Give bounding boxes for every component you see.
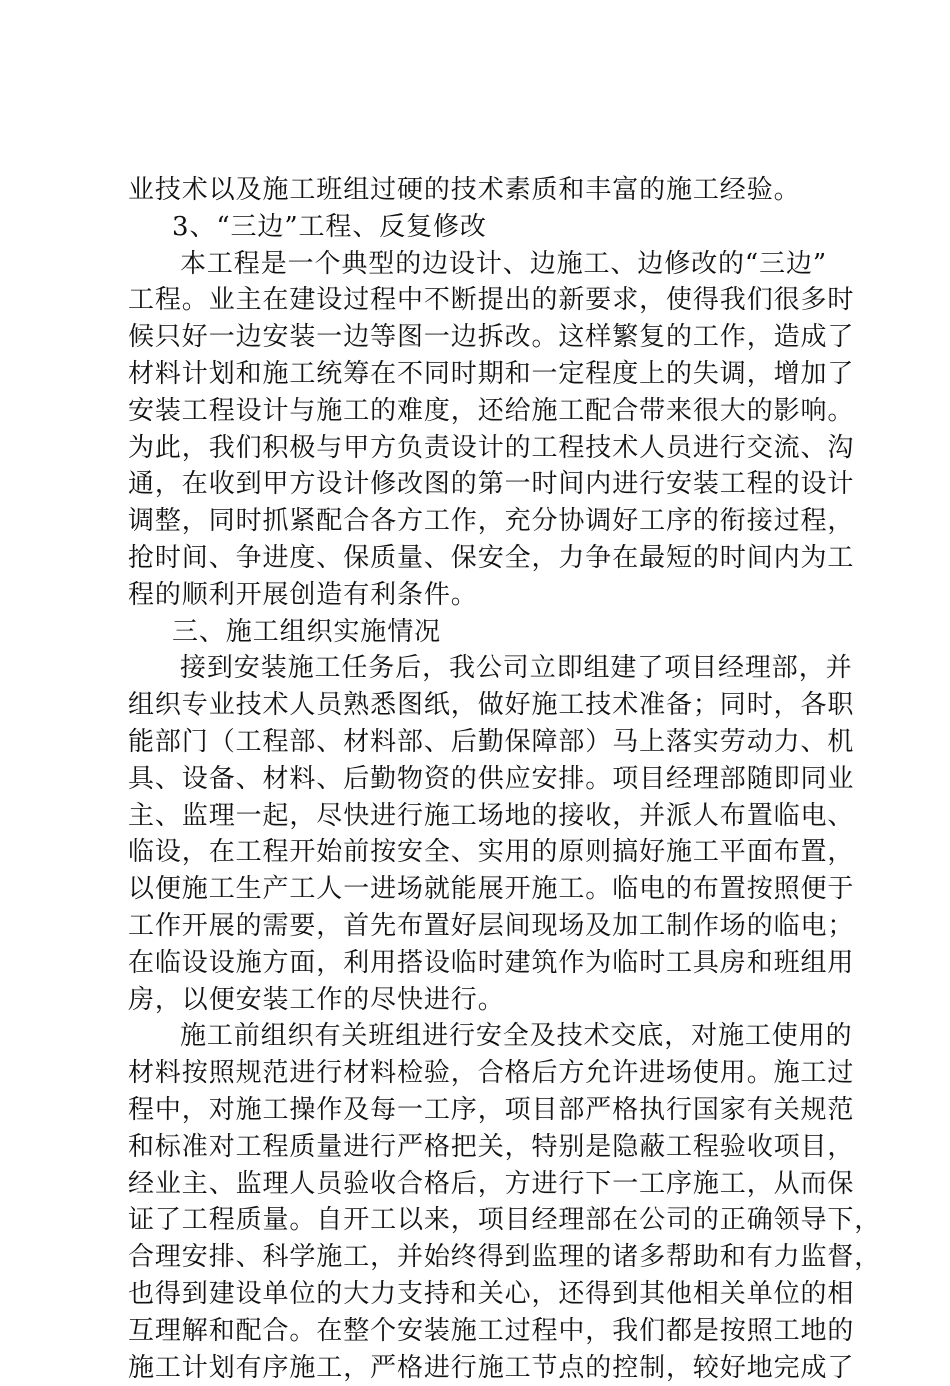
- text-line: 候只好一边安装一边等图一边拆改。这样繁复的工作，造成了: [128, 319, 838, 356]
- text-line: 也得到建设单位的大力支持和关心，还得到其他相关单位的相: [128, 1276, 838, 1313]
- text-line: 程的顺利开展创造有利条件。: [128, 577, 838, 614]
- text-line: 证了工程质量。自开工以来，项目经理部在公司的正确领导下，: [128, 1202, 838, 1239]
- text-line: 为此，我们积极与甲方负责设计的工程技术人员进行交流、沟: [128, 430, 838, 467]
- text-line: 业技术以及施工班组过硬的技术素质和丰富的施工经验。: [128, 172, 838, 209]
- text-line: 工程。业主在建设过程中不断提出的新要求，使得我们很多时: [128, 282, 838, 319]
- text-line: 房，以便安装工作的尽快进行。: [128, 982, 838, 1019]
- paragraph-first-line: 接到安装施工任务后，我公司立即组建了项目经理部，并: [128, 650, 838, 687]
- document-body: [128, 172, 838, 1386]
- text-line: 组织专业技术人员熟悉图纸，做好施工技术准备；同时，各职: [128, 687, 838, 724]
- paragraph-first-line: 施工前组织有关班组进行安全及技术交底，对施工使用的: [128, 1018, 838, 1055]
- text-line: 程中，对施工操作及每一工序，项目部严格执行国家有关规范: [128, 1092, 838, 1129]
- paragraph-first-line: 本工程是一个典型的边设计、边施工、边修改的“三边”: [128, 246, 838, 283]
- text-line: 互理解和配合。在整个安装施工过程中，我们都是按照工地的: [128, 1313, 838, 1350]
- text-line: 在临设设施方面，利用搭设临时建筑作为临时工具房和班组用: [128, 945, 838, 982]
- text-line: 以便施工生产工人一进场就能展开施工。临电的布置按照便于: [128, 871, 838, 908]
- text-line: 主、监理一起，尽快进行施工场地的接收，并派人布置临电、: [128, 798, 838, 835]
- text-line: 调整，同时抓紧配合各方工作，充分协调好工序的衔接过程，: [128, 503, 838, 540]
- text-line: 临设，在工程开始前按安全、实用的原则搞好施工平面布置，: [128, 834, 838, 871]
- text-line: 施工计划有序施工，严格进行施工节点的控制，较好地完成了: [128, 1350, 838, 1386]
- text-line: 抢时间、争进度、保质量、保安全，力争在最短的时间内为工: [128, 540, 838, 577]
- text-line: 经业主、监理人员验收合格后，方进行下一工序施工，从而保: [128, 1166, 838, 1203]
- text-line: 通，在收到甲方设计修改图的第一时间内进行安装工程的设计: [128, 466, 838, 503]
- text-line: 工作开展的需要，首先布置好层间现场及加工制作场的临电；: [128, 908, 838, 945]
- section-heading: 三、施工组织实施情况: [128, 614, 838, 651]
- text-line: 具、设备、材料、后勤物资的供应安排。项目经理部随即同业: [128, 761, 838, 798]
- section-heading: 3、“三边”工程、反复修改: [128, 209, 838, 246]
- text-line: 能部门（工程部、材料部、后勤保障部）马上落实劳动力、机: [128, 724, 838, 761]
- text-line: 安装工程设计与施工的难度，还给施工配合带来很大的影响。: [128, 393, 838, 430]
- text-line: 材料按照规范进行材料检验，合格后方允许进场使用。施工过: [128, 1055, 838, 1092]
- text-line: 合理安排、科学施工，并始终得到监理的诸多帮助和有力监督，: [128, 1239, 838, 1276]
- text-line: 材料计划和施工统筹在不同时期和一定程度上的失调，增加了: [128, 356, 838, 393]
- text-line: 和标准对工程质量进行严格把关，特别是隐蔽工程验收项目，: [128, 1129, 838, 1166]
